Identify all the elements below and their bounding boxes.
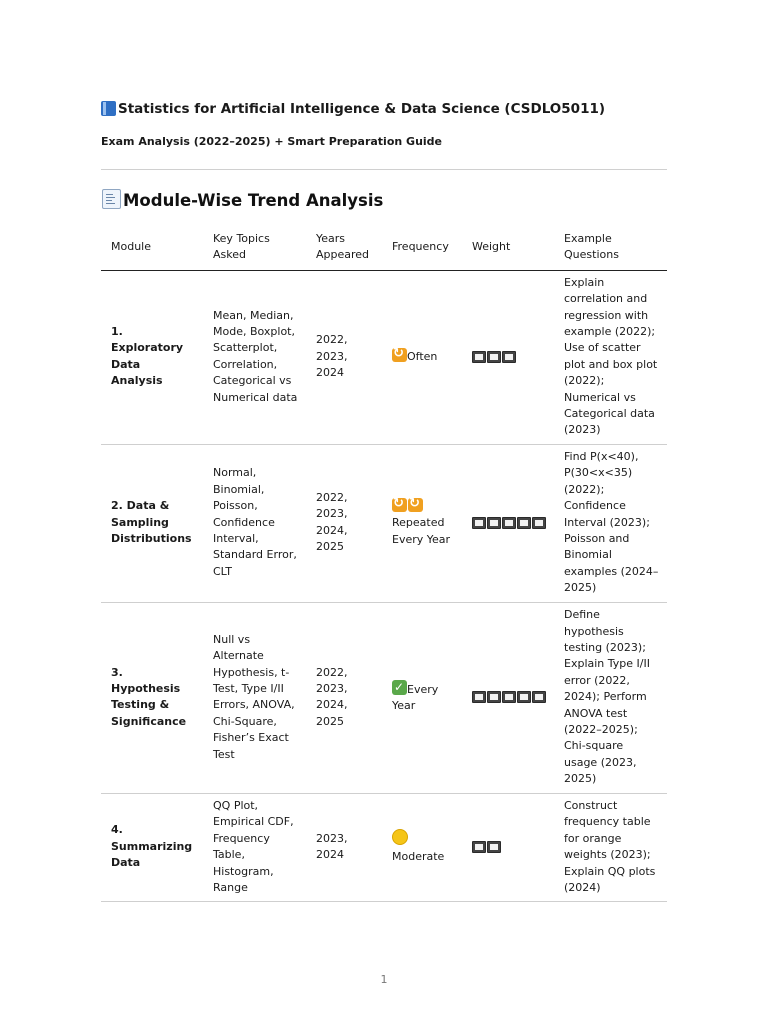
table-header-row	[101, 227, 667, 270]
weight-square-icon	[502, 691, 516, 703]
topics-cell: Null vs Alternate Hypothesis, t-Test, Type I/II Errors, ANOVA, Chi-Square, Fisher’s Exact Test	[203, 602, 306, 793]
module-cell: 3. Hypothesis Testing & Significance	[101, 602, 203, 793]
trend-analysis-table	[101, 227, 667, 902]
table-row	[101, 444, 667, 602]
weight-square-icon	[517, 691, 531, 703]
document-subtitle: Exam Analysis (2022–2025) + Smart Preparation Guide	[101, 135, 443, 148]
weight-square-icon	[487, 517, 501, 529]
examples-cell: Explain correlation and regression with example (2022); Use of scatter plot and box plot (2022); Numerical vs Categorical data (2023)	[554, 270, 667, 444]
weight-indicator	[472, 351, 516, 363]
column-header-module: Module	[101, 227, 203, 270]
repeat-icon	[408, 498, 423, 512]
weight-square-icon	[532, 517, 546, 529]
column-header-weight: Weight	[462, 227, 554, 270]
table-row	[101, 793, 667, 901]
years-cell: 2023, 2024	[306, 793, 382, 901]
weight-indicator	[472, 691, 546, 703]
topics-cell: Mean, Median, Mode, Boxplot, Scatterplot, Correlation, Categorical vs Numerical data	[203, 270, 306, 444]
frequency-label: Often	[407, 350, 438, 364]
page-number: 1	[380, 973, 388, 986]
examples-cell: Construct frequency table for orange weights (2023); Explain QQ plots (2024)	[554, 793, 667, 901]
column-header-key-topics: Key Topics Asked	[203, 227, 306, 270]
weight-square-icon	[487, 691, 501, 703]
column-header-examples: Example Questions	[554, 227, 667, 270]
weight-square-icon	[472, 841, 486, 853]
weight-square-icon	[487, 351, 501, 363]
check-mark-icon	[392, 680, 407, 695]
section-heading	[101, 188, 383, 213]
table-row	[101, 602, 667, 793]
repeat-icon	[392, 498, 407, 512]
frequency-cell	[382, 444, 462, 602]
examples-cell: Define hypothesis testing (2023); Explain Type I/II error (2022, 2024); Perform ANOVA test (2022–2025); Chi-square usage (2023, 2025)	[554, 602, 667, 793]
weight-square-icon	[487, 841, 501, 853]
frequency-label: Moderate	[392, 849, 445, 863]
weight-cell	[462, 444, 554, 602]
blue-book-icon	[101, 100, 116, 116]
frequency-cell	[382, 270, 462, 444]
document-title-text: Statistics for Artificial Intelligence & Data Science (CSDLO5011)	[118, 101, 606, 117]
weight-square-icon	[502, 517, 516, 529]
weight-square-icon	[472, 691, 486, 703]
years-cell: 2022, 2023, 2024	[306, 270, 382, 444]
spreadsheet-icon	[101, 188, 121, 208]
weight-square-icon	[532, 691, 546, 703]
weight-square-icon	[472, 517, 486, 529]
repeat-repeat-icon	[392, 500, 423, 513]
column-header-frequency: Frequency	[382, 227, 462, 270]
frequency-label: Every Year	[392, 682, 439, 713]
weight-square-icon	[517, 517, 531, 529]
examples-cell: Find P(x<40), P(30<x<35) (2022); Confidence Interval (2023); Poisson and Binomial examples (2024–2025)	[554, 444, 667, 602]
module-cell: 4. Summarizing Data	[101, 793, 203, 901]
weight-indicator	[472, 517, 546, 529]
module-cell: 1. Exploratory Data Analysis	[101, 270, 203, 444]
repeat-icon	[392, 348, 407, 362]
weight-indicator	[472, 841, 501, 853]
column-header-years: Years Appeared	[306, 227, 382, 270]
weight-cell	[462, 602, 554, 793]
table-row	[101, 270, 667, 444]
frequency-cell	[382, 602, 462, 793]
yellow-circle-icon	[392, 829, 408, 845]
years-cell: 2022, 2023, 2024, 2025	[306, 444, 382, 602]
section-heading-text: Module-Wise Trend Analysis	[123, 191, 384, 210]
frequency-cell	[382, 793, 462, 901]
topics-cell: QQ Plot, Empirical CDF, Frequency Table, Histogram, Range	[203, 793, 306, 901]
frequency-label: Repeated Every Year	[392, 516, 451, 546]
weight-cell	[462, 793, 554, 901]
years-cell: 2022, 2023, 2024, 2025	[306, 602, 382, 793]
document-title	[101, 99, 605, 119]
module-cell: 2. Data & Sampling Distributions	[101, 444, 203, 602]
weight-square-icon	[502, 351, 516, 363]
horizontal-divider	[101, 169, 667, 170]
topics-cell: Normal, Binomial, Poisson, Confidence Interval, Standard Error, CLT	[203, 444, 306, 602]
weight-square-icon	[472, 351, 486, 363]
weight-cell	[462, 270, 554, 444]
